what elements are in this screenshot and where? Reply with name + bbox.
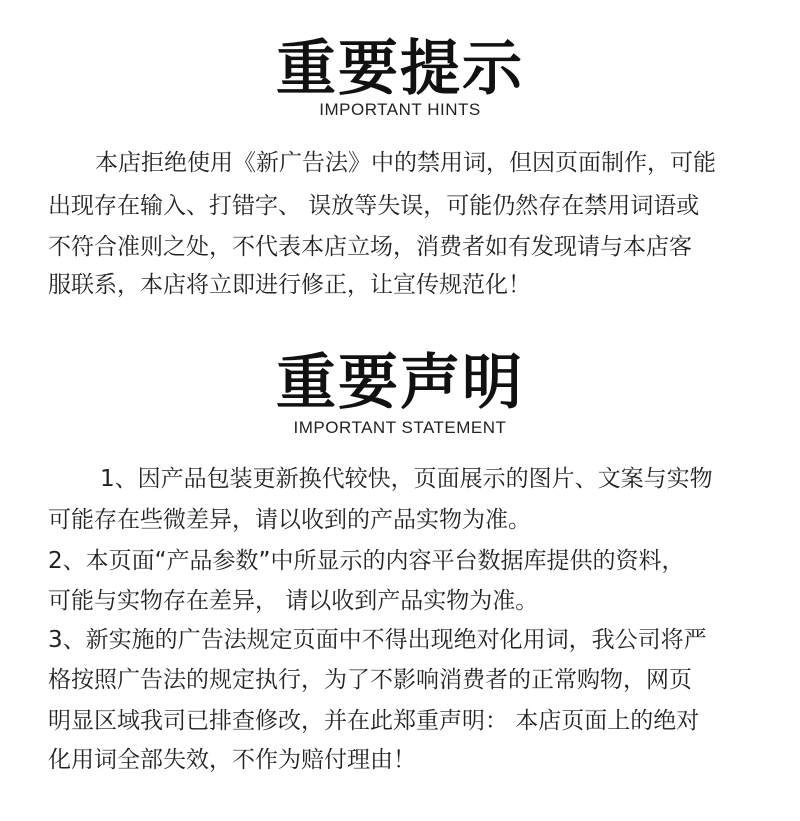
statement-title: 重要声明 <box>276 348 524 418</box>
statement-line: 可能与实物存在差异， 请以收到产品实物为准。 <box>48 588 539 614</box>
hints-line: 不符合准则之处，不代表本店立场，消费者如有发现请与本店客 <box>48 234 692 260</box>
statement-line: 可能存在些微差异，请以收到的产品实物为准。 <box>48 507 531 533</box>
statement-line: 1、因产品包装更新换代较快，页面展示的图片、文案与实物 <box>100 466 713 492</box>
statement-line: 化用词全部失效，不作为赔付理由！ <box>48 747 416 773</box>
statement-line: 3、新实施的广告法规定页面中不得出现绝对化用词，我公司将严 <box>48 627 707 653</box>
hints-subtitle: IMPORTANT HINTS <box>319 100 481 119</box>
hints-title: 重要提示 <box>276 34 524 104</box>
statement-line: 2、本页面“产品参数”中所显示的内容平台数据库提供的资料， <box>48 548 685 574</box>
hints-line: 出现存在输入、打错字、 误放等失误，可能仍然存在禁用词语或 <box>48 193 700 219</box>
statement-line: 格按照广告法的规定执行，为了不影响消费者的正常购物，网页 <box>48 667 692 693</box>
statement-line: 明显区域我司已排查修改，并在此郑重声明： 本店页面上的绝对 <box>48 708 700 734</box>
statement-subtitle: IMPORTANT STATEMENT <box>293 418 507 437</box>
hints-line: 本店拒绝使用《新广告法》中的禁用词，但因页面制作，可能 <box>95 150 716 176</box>
hints-line: 服联系，本店将立即进行修正，让宣传规范化！ <box>48 272 531 298</box>
